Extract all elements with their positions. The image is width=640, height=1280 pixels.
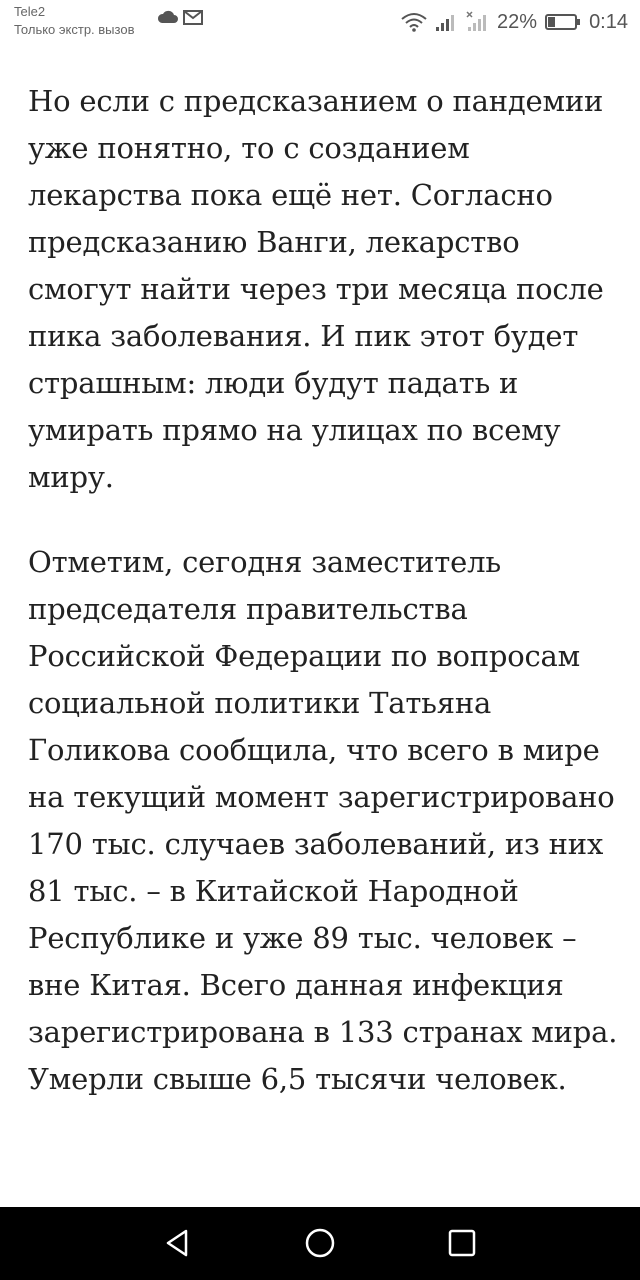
wifi-icon — [401, 12, 427, 32]
battery-percent: 22% — [497, 10, 538, 33]
article-paragraph: Отметим, сегодня заместитель председателя правительства Российской Федерации по вопросам социальной политики Татьяна Голикова сообщила, что всего в мире на текущий момент зарегистрировано 170 тыс. случаев заболеваний, из них 81 тыс. – в Китайской Народной Республике и уже 89 тыс. человек – вне Китая. Всего данная инфекция зарегистрирована в 133 странах мира. Умерли свыше 6,5 тысячи человек. — [28, 545, 618, 1096]
signal-no-service-icon — [465, 11, 489, 33]
status-icons — [401, 8, 628, 36]
mail-icon — [183, 10, 203, 25]
carrier-name: Tele2 — [14, 4, 46, 19]
recent-apps-icon[interactable] — [446, 1227, 478, 1259]
clock: 0:14 — [589, 10, 628, 33]
carrier-status: Только экстр. вызов — [14, 22, 135, 37]
home-icon[interactable] — [304, 1227, 336, 1259]
navigation-bar — [0, 1207, 640, 1280]
article-paragraph: Но если с предсказанием о пандемии уже понятно, то с созданием лекарства пока ещё нет. Согласно предсказанию Ванги, лекарство смогут найти через три месяца после пика заболевания. И пик этот будет страшным: люди будут падать и умирать прямо на улицах по всему миру. — [28, 84, 604, 494]
article-body — [28, 78, 618, 1141]
status-bar — [0, 0, 640, 44]
cloud-icon — [157, 9, 179, 25]
battery-icon — [545, 13, 581, 31]
back-icon[interactable] — [162, 1227, 194, 1259]
signal-icon — [435, 12, 457, 32]
